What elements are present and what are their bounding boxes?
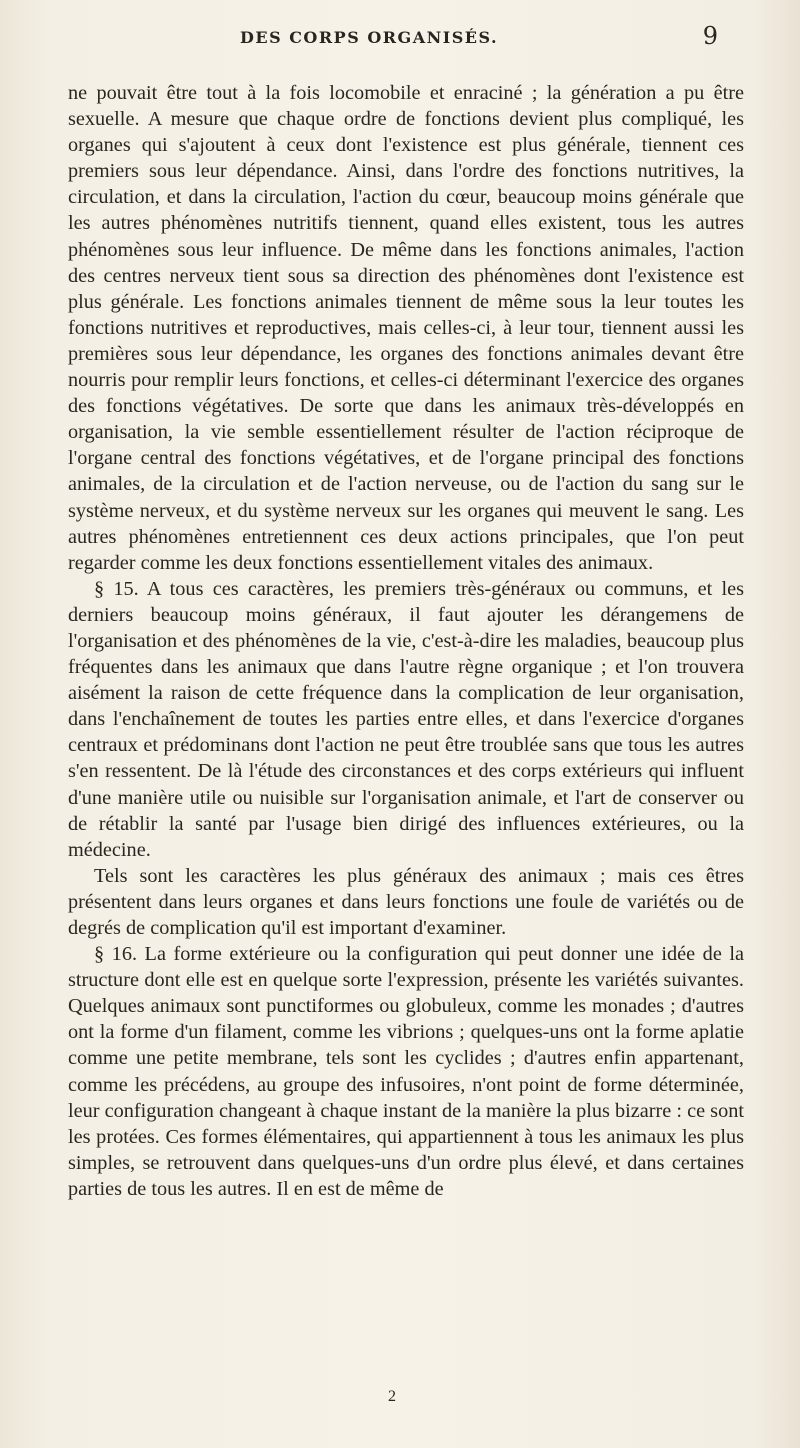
running-title: DES CORPS ORGANISÉS. bbox=[240, 28, 499, 47]
paragraph-continuation: ne pouvait être tout à la fois locomobile et enraciné ; la génération a pu être sexuelle. A mesure que chaque ordre de fonctions devient plus compliqué, les organes qui s'ajoutent à ceux dont l'existence est plus générale, tiennent ces premiers sous leur dépendance. Ainsi, dans l'ordre des fonctions nutritives, la circulation, et dans la circulation, l'action du cœur, beaucoup moins générale que les autres phénomènes nutritifs tiennent, quand elles existent, tous les autres phénomènes sous leur influence. De même dans les fonctions animales, l'action des centres nerveux tient sous sa direction des phénomènes dont l'existence est plus générale. Les fonctions animales tiennent de même sous la leur toutes les fonctions nutritives et reproductives, mais celles-ci, à leur tour, tiennent aussi les premières sous leur dépendance, les organes des fonctions animales devant être nourris pour remplir leurs fonctions, et celles-ci déterminant l'exercice des organes des fonctions végétatives. De sorte que dans les animaux très-développés en organisation, la vie semble essentiellement résulter de l'action réciproque de l'organe central des fonctions végétatives, et de l'organe principal des fonctions animales, de la circulation et de l'action nerveuse, ou de l'action du sang sur le système nerveux, et du système nerveux sur les organes qui meuvent le sang. Les autres phénomènes entretiennent ces deux actions principales, que l'on peut regarder comme les deux fonctions essentiellement vitales des animaux. bbox=[68, 82, 744, 574]
paragraph-section-16: § 16. La forme extérieure ou la configuration qui peut donner une idée de la structure dont elle est en quelque sorte l'expression, présente les variétés suivantes. Quelques animaux sont punctiformes ou globuleux, comme les monades ; d'autres ont la forme d'un filament, comme les vibrions ; quelques-uns ont la forme aplatie comme une petite membrane, tels sont les cyclides ; d'autres enfin appartenant, comme les précédens, au groupe des infusoires, n'ont point de forme déterminée, leur configuration changeant à chaque instant de la manière la plus bizarre : ce sont les protées. Ces formes élémentaires, qui appartiennent à tous les animaux les plus simples, se retrouvent dans quelques-uns d'un ordre plus élevé, et dans certaines parties de tous les autres. Il en est de même de bbox=[68, 943, 744, 1200]
page-number: 9 bbox=[702, 22, 718, 50]
running-head bbox=[200, 22, 718, 52]
paragraph-section-15: § 15. A tous ces caractères, les premiers très-généraux ou communs, et les derniers beaucoup moins généraux, il faut ajouter les dérangemens de l'organisation et des phénomènes de la vie, c'est-à-dire les maladies, beaucoup plus fréquentes dans les animaux que dans l'autre règne organique ; et l'on trouvera aisément la raison de cette fréquence dans la complication de leur organisation, dans l'enchaînement de toutes les parties entre elles, et dans l'exercice d'organes centraux et prédominans dont l'action ne peut être troublée sans que tous les autres s'en ressentent. De là l'étude des circonstances et des corps extérieurs qui influent d'une manière utile ou nuisible sur l'organisation animale, et l'art de conserver ou de rétablir la santé par l'usage bien dirigé des influences extérieures, ou la médecine. bbox=[68, 577, 744, 861]
body-text bbox=[68, 80, 744, 1202]
paragraph-characters: Tels sont les caractères les plus généraux des animaux ; mais ces êtres présentent dans leurs organes et dans leurs fonctions une foule de variétés ou de degrés de complication qu'il est important d'examiner. bbox=[68, 864, 744, 939]
signature-mark: 2 bbox=[388, 1388, 396, 1405]
